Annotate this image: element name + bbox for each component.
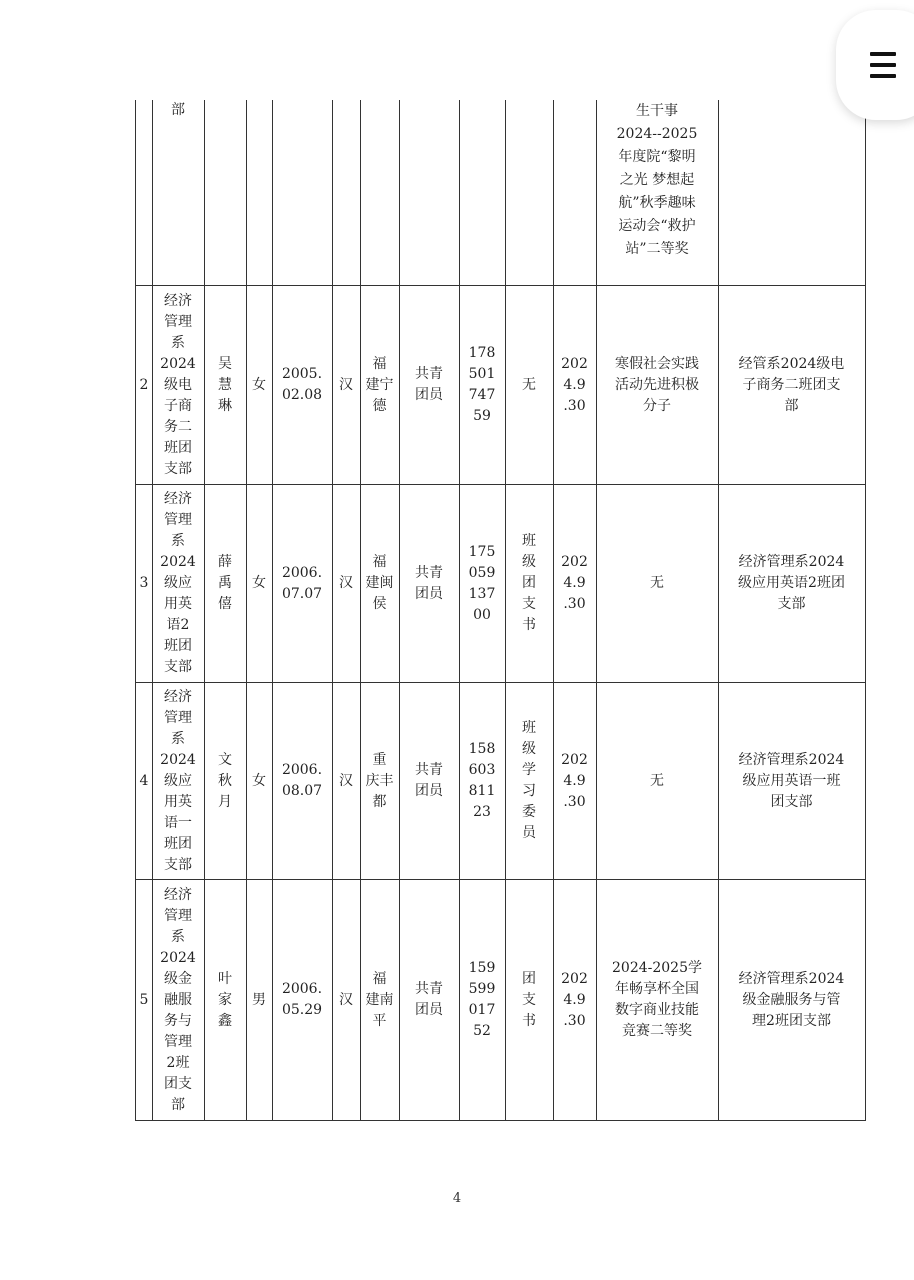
birth-date-cell: 2006. 05.29 bbox=[281, 981, 323, 1018]
continued-unit-cell: 部 bbox=[171, 102, 185, 118]
row-number: 4 bbox=[139, 772, 149, 789]
origin-cell: 福 建宁 德 bbox=[365, 355, 394, 414]
page-number: 4 bbox=[452, 1191, 462, 1206]
recommend-unit-cell: 经济管理系2024 级金融服务与管 理2班团支部 bbox=[738, 970, 845, 1029]
awards-cell: 寒假社会实践 活动先进积极 分子 bbox=[615, 355, 699, 414]
phone-cell: 175 059 137 00 bbox=[468, 543, 496, 623]
row-number: 3 bbox=[139, 575, 149, 591]
position-cell: 团 支 书 bbox=[522, 970, 536, 1029]
recommend-unit-cell: 经济管理系2024 级应用英语2班团 支部 bbox=[738, 554, 845, 612]
date-cell: 202 4.9 .30 bbox=[561, 355, 588, 414]
ethnicity-cell: 汉 bbox=[339, 575, 353, 591]
phone-cell: 178 501 747 59 bbox=[468, 345, 496, 424]
date-cell: 202 4.9 .30 bbox=[561, 970, 588, 1029]
row-number: 5 bbox=[139, 991, 149, 1008]
awards-cell: 无 bbox=[650, 575, 664, 591]
menu-button[interactable] bbox=[836, 10, 914, 120]
date-cell: 202 4.9 .30 bbox=[561, 751, 588, 810]
phone-cell: 159 599 017 52 bbox=[468, 960, 496, 1039]
name-cell: 吴 慧 琳 bbox=[218, 355, 232, 414]
unit-cell: 经济 管理 系 2024 级电 子商 务二 班团 支部 bbox=[160, 292, 196, 477]
phone-cell: 158 603 811 23 bbox=[468, 741, 496, 820]
name-cell: 文 秋 月 bbox=[218, 751, 232, 810]
politics-cell: 共青 团员 bbox=[415, 366, 443, 403]
unit-cell: 经济 管理 系 2024 级应 用英 语一 班团 支部 bbox=[160, 688, 196, 873]
position-cell: 班 级 团 支 书 bbox=[522, 533, 536, 633]
birth-date-cell: 2006. 07.07 bbox=[281, 564, 323, 602]
gender-cell: 女 bbox=[252, 376, 266, 393]
origin-cell: 重 庆丰 都 bbox=[365, 751, 394, 810]
continued-recommend-unit-cell bbox=[718, 100, 865, 285]
row-number: 2 bbox=[139, 376, 149, 393]
awards-cell: 2024-2025学 年畅享杯全国 数字商业技能 竞赛二等奖 bbox=[612, 960, 702, 1039]
hamburger-menu-icon bbox=[870, 52, 896, 78]
ethnicity-cell: 汉 bbox=[339, 376, 353, 393]
position-cell: 无 bbox=[522, 376, 536, 393]
politics-cell: 共青 团员 bbox=[415, 981, 443, 1018]
unit-cell: 经济 管理 系 2024 级应 用英 语2 班团 支部 bbox=[160, 491, 196, 675]
name-cell: 薛 禹 僖 bbox=[218, 554, 232, 612]
origin-cell: 福 建南 平 bbox=[365, 970, 394, 1029]
politics-cell: 共青 团员 bbox=[415, 762, 443, 799]
position-cell: 班 级 学 习 委 员 bbox=[522, 720, 536, 841]
origin-cell: 福 建闽 侯 bbox=[365, 554, 394, 612]
gender-cell: 女 bbox=[252, 575, 266, 591]
recommend-unit-cell: 经管系2024级电 子商务二班团支 部 bbox=[738, 355, 845, 414]
birth-date-cell: 2005. 02.08 bbox=[281, 366, 323, 403]
gender-cell: 男 bbox=[252, 991, 266, 1008]
awards-cell: 无 bbox=[650, 772, 664, 789]
gender-cell: 女 bbox=[252, 772, 266, 789]
politics-cell: 共青 团员 bbox=[415, 564, 443, 602]
table-border-bottom bbox=[135, 1120, 866, 1121]
table-border-right bbox=[865, 100, 866, 1120]
ethnicity-cell: 汉 bbox=[339, 772, 353, 789]
continued-remarks-cell: 生干事 2024--2025 年度院“黎明 之光 梦想起 航”秋季趣味 运动会“救护 站”二等奖 bbox=[616, 103, 698, 257]
name-cell: 叶 家 鑫 bbox=[218, 970, 232, 1029]
birth-date-cell: 2006. 08.07 bbox=[281, 762, 323, 799]
recommend-unit-cell: 经济管理系2024 级应用英语一班 团支部 bbox=[738, 751, 845, 810]
date-cell: 202 4.9 .30 bbox=[561, 554, 588, 612]
unit-cell: 经济 管理 系 2024 级金 融服 务与 管理 2班 团支 部 bbox=[160, 886, 196, 1113]
ethnicity-cell: 汉 bbox=[339, 991, 353, 1008]
